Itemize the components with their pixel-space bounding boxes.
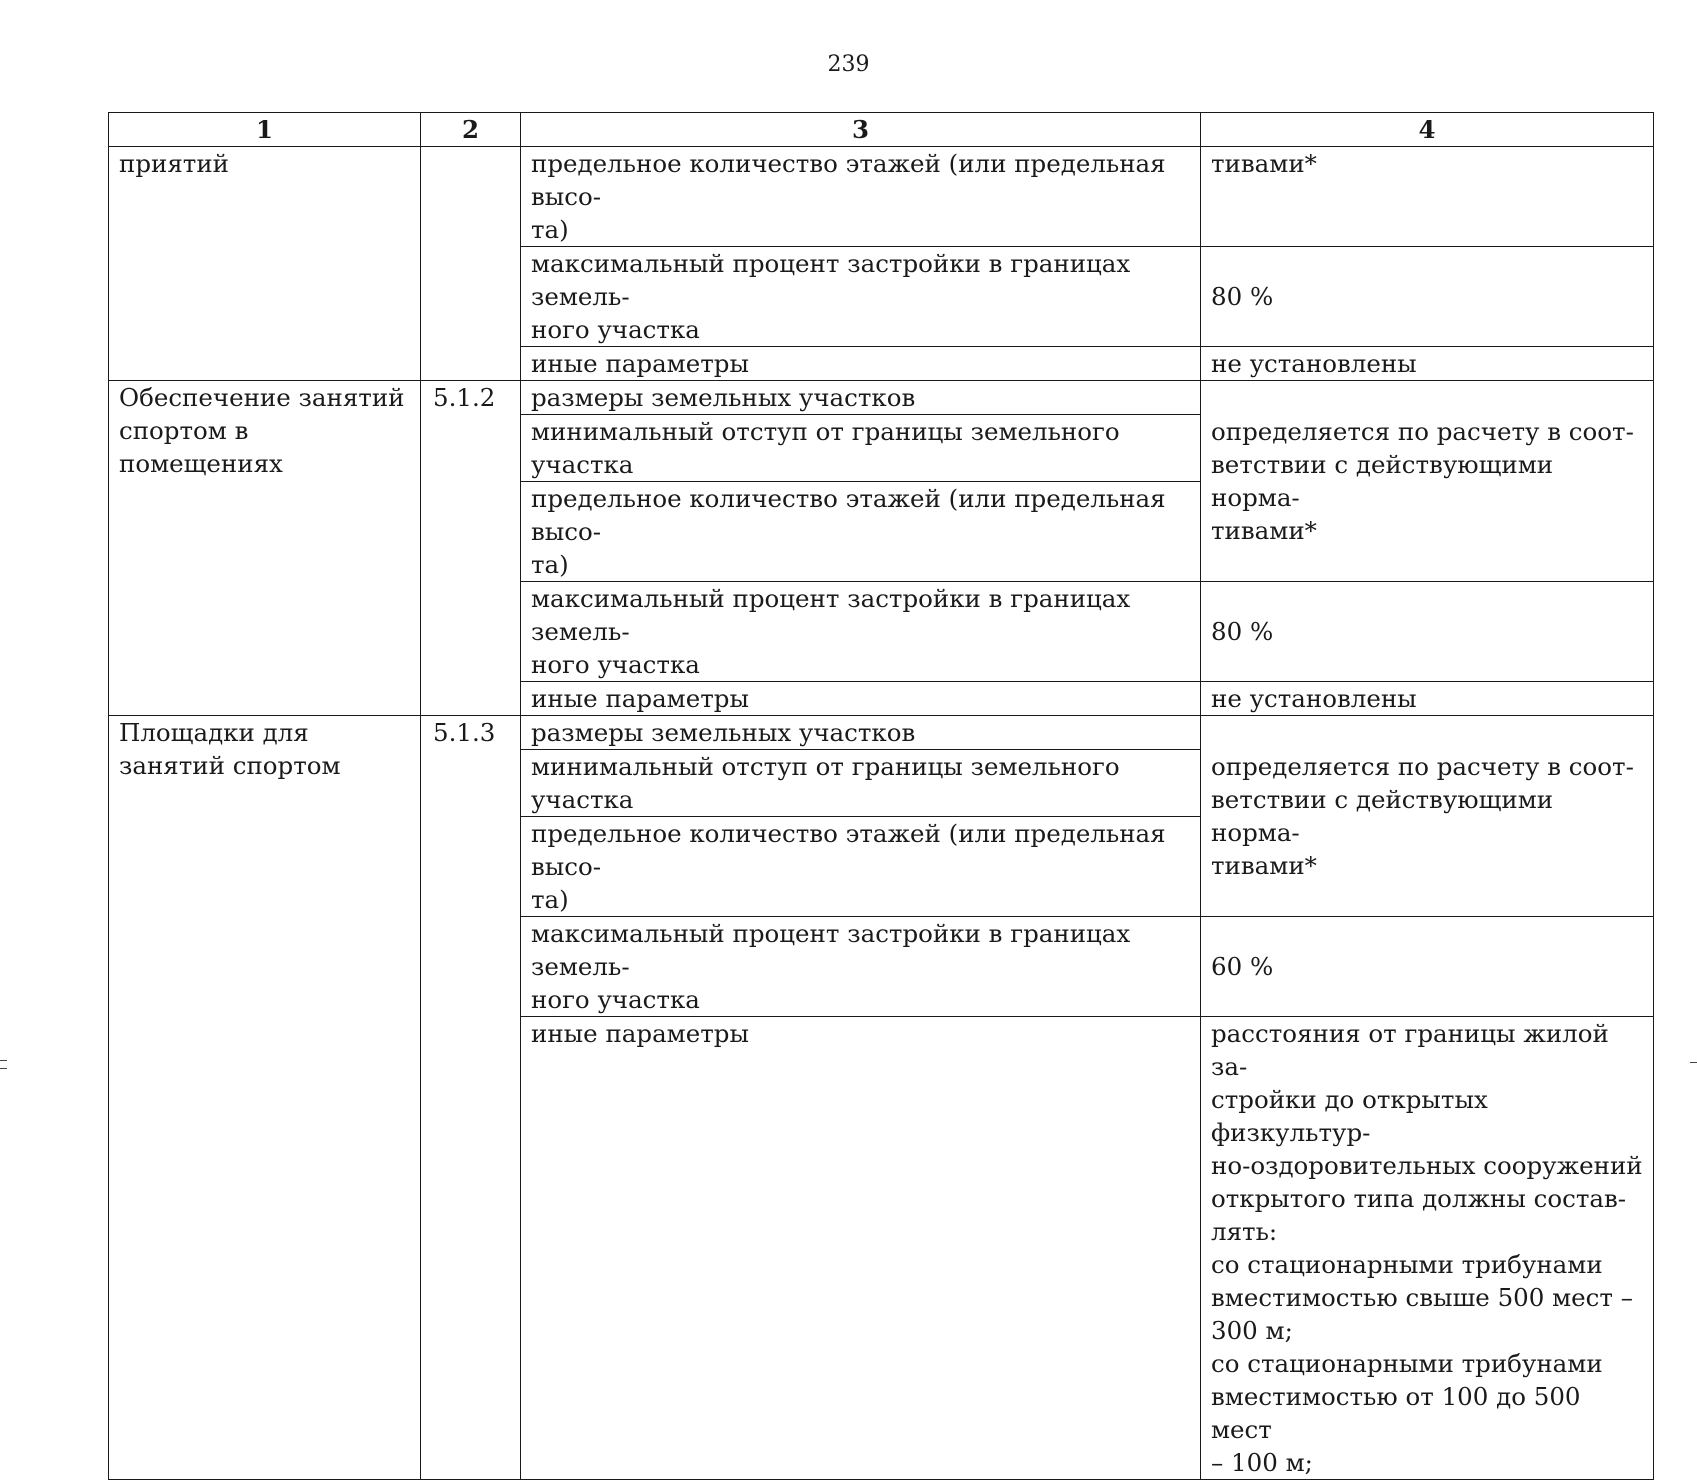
land-use-name: приятий [109,147,421,381]
value-cell: 60 % [1201,917,1654,1017]
parameter-cell: предельное количество этажей (или предельная высо- та) [521,817,1201,917]
value-cell: 80 % [1201,247,1654,347]
value-cell: 80 % [1201,582,1654,682]
parameter-cell: иные параметры [521,1017,1201,1480]
parameter-cell: максимальный процент застройки в границах земель- ного участка [521,917,1201,1017]
scan-edge-mark [0,1060,7,1061]
table-header-row [109,113,1654,147]
land-use-code [421,147,521,381]
parameter-cell: размеры земельных участков [521,716,1201,750]
value-cell: расстояния от границы жилой за- стройки до открытых физкультур- но-оздоровительных сооружений открытого типа должны состав- лять: со стационарными трибунами вместимостью свыше 500 мест – 300 м; со стационарными трибунами вместимостью от 100 до 500 мест – 100 м; [1201,1017,1654,1480]
column-header: 2 [421,113,521,147]
column-header: 3 [521,113,1201,147]
parameter-cell: предельное количество этажей (или предельная высо- та) [521,482,1201,582]
parameter-cell: минимальный отступ от границы земельного участка [521,415,1201,482]
scan-edge-mark [0,1068,7,1069]
parameter-cell: минимальный отступ от границы земельного участка [521,750,1201,817]
land-use-code: 5.1.2 [421,381,521,716]
table-row [109,147,1654,247]
scan-edge-mark [1690,1062,1697,1063]
parameter-cell: максимальный процент застройки в границах земель- ного участка [521,582,1201,682]
parameter-cell: иные параметры [521,682,1201,716]
parameter-cell: размеры земельных участков [521,381,1201,415]
parameter-cell: предельное количество этажей (или предельная высо- та) [521,147,1201,247]
value-cell: не установлены [1201,682,1654,716]
column-header: 4 [1201,113,1654,147]
value-cell: определяется по расчету в соот- ветствии с действующими норма- тивами* [1201,716,1654,917]
column-header: 1 [109,113,421,147]
value-cell: не установлены [1201,347,1654,381]
land-use-code: 5.1.3 [421,716,521,1480]
parameter-cell: иные параметры [521,347,1201,381]
table-row [109,716,1654,750]
value-cell: тивами* [1201,147,1654,247]
regulations-table [108,112,1654,1480]
land-use-name: Обеспечение занятий спортом в помещениях [109,381,421,716]
table-row [109,381,1654,415]
parameter-cell: максимальный процент застройки в границах земель- ного участка [521,247,1201,347]
value-cell: определяется по расчету в соот- ветствии с действующими норма- тивами* [1201,381,1654,582]
land-use-name: Площадки для занятий спортом [109,716,421,1480]
page-number: 239 [827,52,870,77]
